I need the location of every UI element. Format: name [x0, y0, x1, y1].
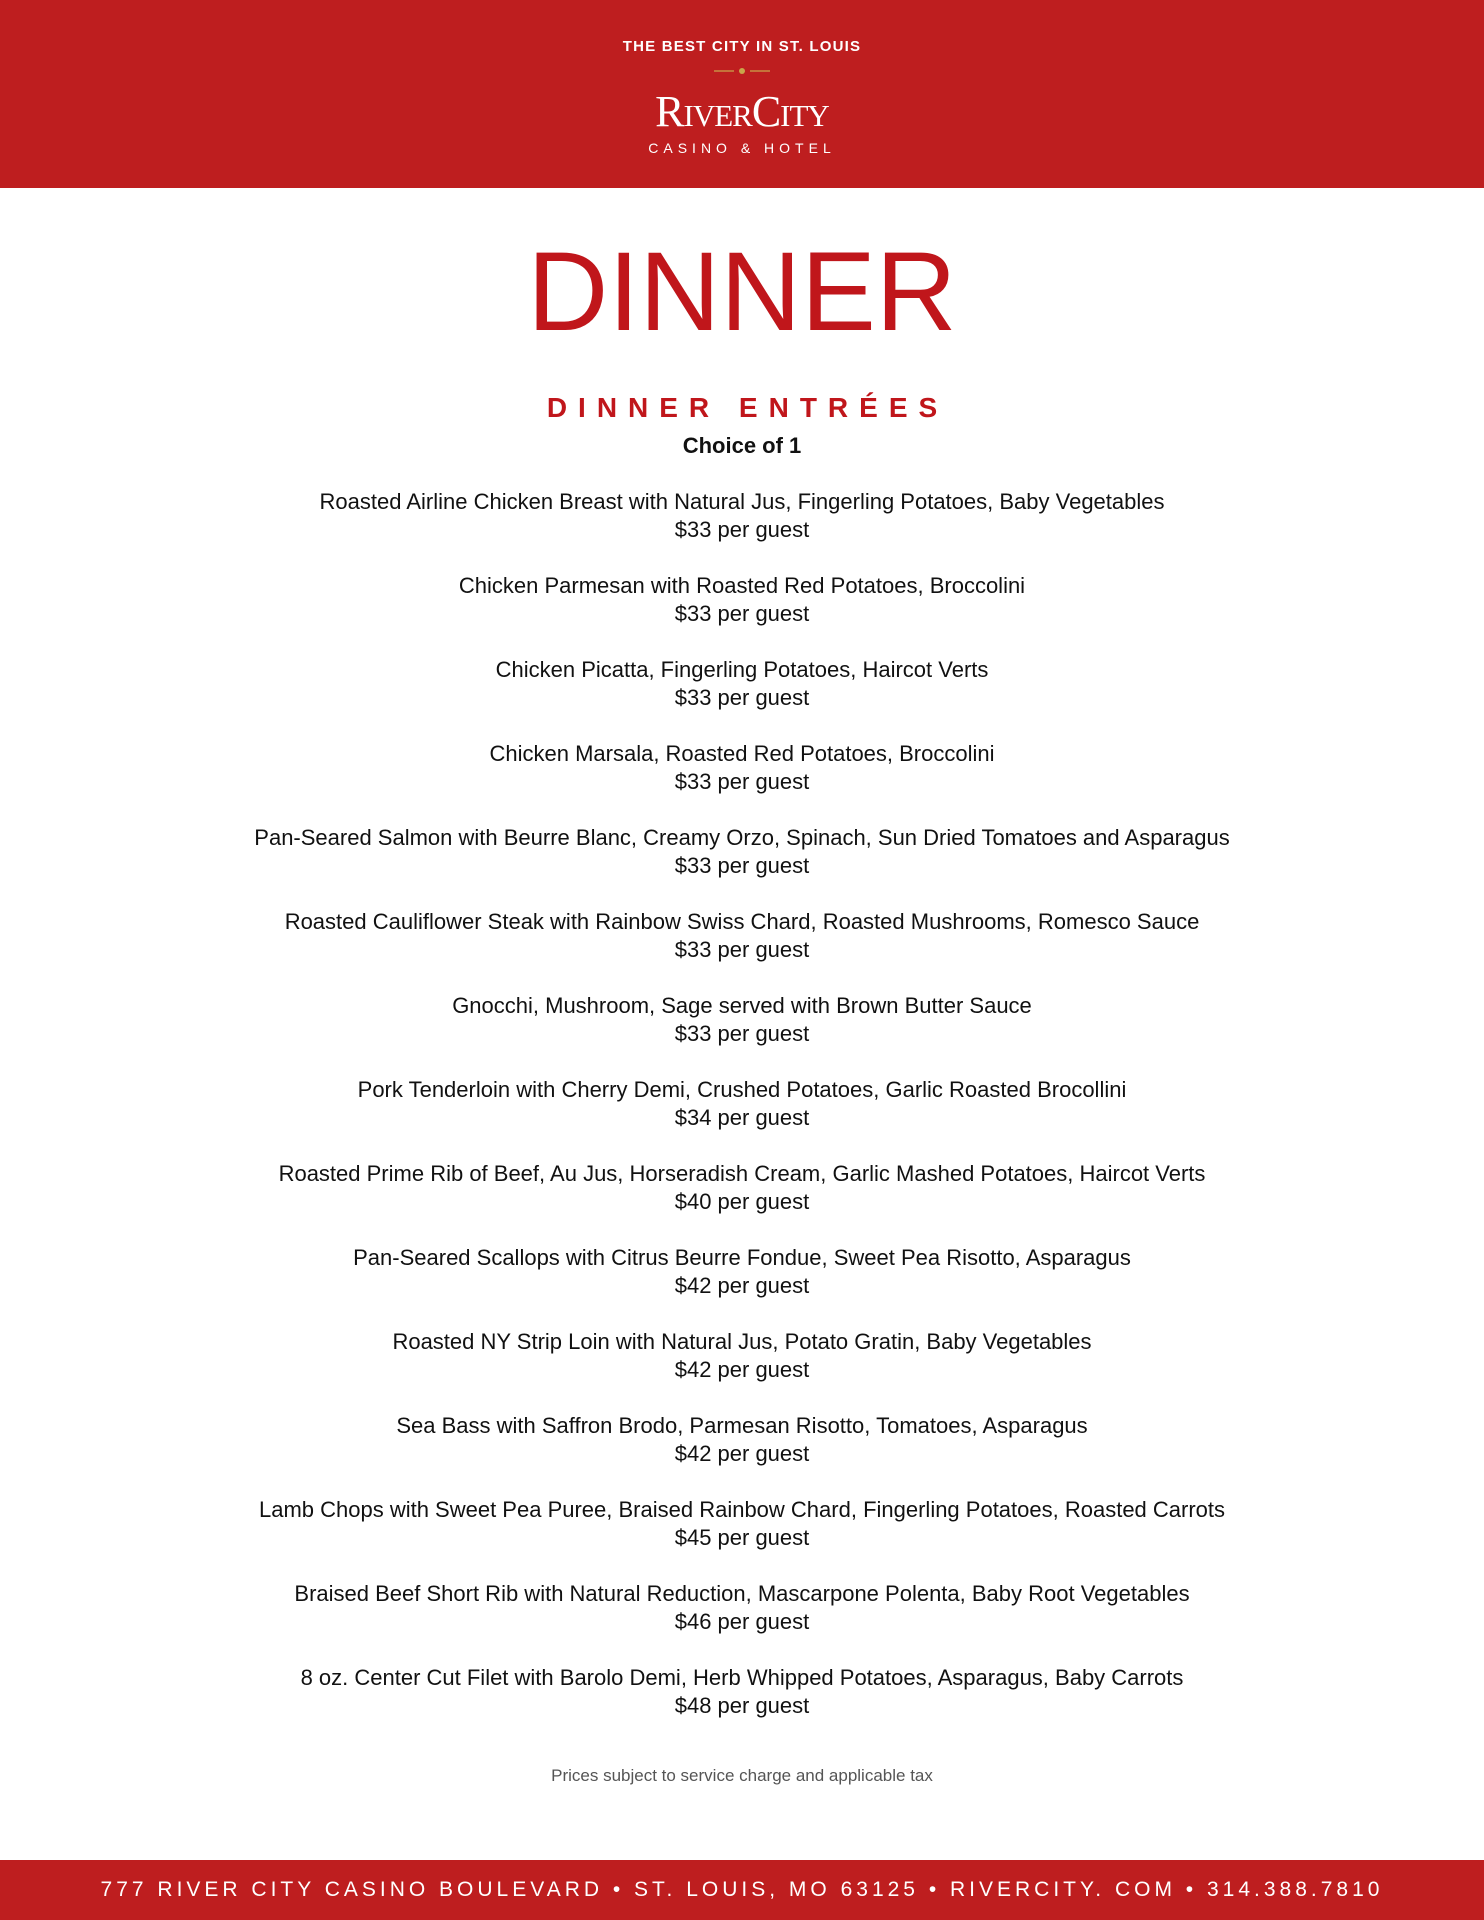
menu-item — [0, 1664, 1484, 1748]
menu-item — [0, 1076, 1484, 1160]
footer-address: 777 RIVER CITY CASINO BOULEVARD • ST. LOUIS, MO 63125 • RIVERCITY. COM • 314.388.7810 — [100, 1878, 1384, 1901]
menu-item-price: $48 per guest — [674, 1693, 810, 1718]
menu-item-price: $42 per guest — [674, 1441, 810, 1466]
menu-item-price: $45 per guest — [674, 1525, 810, 1550]
menu-item-name: Roasted Cauliflower Steak with Rainbow Swiss Chard, Roasted Mushrooms, Romesco Sauce — [284, 909, 1200, 934]
section-subheading: Choice of 1 — [682, 433, 802, 458]
section-heading: DINNER ENTRÉES — [546, 392, 949, 423]
menu-item-price: $33 per guest — [674, 1021, 810, 1046]
menu-item-name: Gnocchi, Mushroom, Sage served with Brown Butter Sauce — [452, 993, 1032, 1018]
menu-item-price: $33 per guest — [674, 685, 810, 710]
menu-item-name: Sea Bass with Saffron Brodo, Parmesan Risotto, Tomatoes, Asparagus — [396, 1413, 1088, 1438]
logo-subtitle: CASINO & HOTEL — [648, 140, 836, 156]
menu-item — [0, 908, 1484, 992]
menu-item-name: Chicken Parmesan with Roasted Red Potatoes, Broccolini — [458, 573, 1026, 598]
menu-item-name: Braised Beef Short Rib with Natural Reduction, Mascarpone Polenta, Baby Root Vegetables — [294, 1581, 1190, 1606]
header-banner — [0, 0, 1484, 188]
menu-item-price: $33 per guest — [674, 769, 810, 794]
menu-item-price: $42 per guest — [674, 1273, 810, 1298]
menu-item-name: Pan-Seared Salmon with Beurre Blanc, Creamy Orzo, Spinach, Sun Dried Tomatoes and Asparagus — [254, 825, 1230, 850]
pricing-note: Prices subject to service charge and applicable tax — [551, 1766, 933, 1785]
menu-list — [0, 488, 1484, 1748]
menu-item-price: $40 per guest — [674, 1189, 810, 1214]
menu-item — [0, 656, 1484, 740]
menu-item — [0, 992, 1484, 1076]
menu-item-price: $33 per guest — [674, 937, 810, 962]
menu-item — [0, 1244, 1484, 1328]
menu-item-name: Roasted NY Strip Loin with Natural Jus, Potato Gratin, Baby Vegetables — [392, 1329, 1092, 1354]
menu-item — [0, 1412, 1484, 1496]
menu-item-name: Lamb Chops with Sweet Pea Puree, Braised Rainbow Chard, Fingerling Potatoes, Roasted Carrots — [258, 1497, 1226, 1522]
footer-banner — [0, 1860, 1484, 1920]
menu-item — [0, 1580, 1484, 1664]
menu-item-price: $42 per guest — [674, 1357, 810, 1382]
menu-item — [0, 1160, 1484, 1244]
menu-item-price: $46 per guest — [674, 1609, 810, 1634]
logo-wordmark: RiverCity — [655, 87, 829, 136]
page-title: DINNER — [527, 229, 957, 354]
menu-item-name: 8 oz. Center Cut Filet with Barolo Demi, Herb Whipped Potatoes, Asparagus, Baby Carrots — [300, 1665, 1184, 1690]
menu-item — [0, 740, 1484, 824]
menu-item — [0, 488, 1484, 572]
menu-item — [0, 572, 1484, 656]
menu-item-name: Roasted Prime Rib of Beef, Au Jus, Horseradish Cream, Garlic Mashed Potatoes, Haircot Verts — [278, 1161, 1206, 1186]
tagline: THE BEST CITY IN ST. LOUIS — [622, 38, 862, 55]
menu-item — [0, 1328, 1484, 1412]
menu-item-name: Chicken Picatta, Fingerling Potatoes, Haircot Verts — [495, 657, 989, 682]
menu-item-name: Chicken Marsala, Roasted Red Potatoes, Broccolini — [489, 741, 995, 766]
menu-item-price: $34 per guest — [674, 1105, 810, 1130]
menu-item-price: $33 per guest — [674, 517, 810, 542]
menu-item-price: $33 per guest — [674, 853, 810, 878]
menu-item-name: Roasted Airline Chicken Breast with Natural Jus, Fingerling Potatoes, Baby Vegetables — [319, 489, 1165, 514]
menu-item-name: Pork Tenderloin with Cherry Demi, Crushed Potatoes, Garlic Roasted Brocollini — [357, 1077, 1127, 1102]
menu-item — [0, 1496, 1484, 1580]
ornament-icon — [712, 66, 772, 76]
menu-item — [0, 824, 1484, 908]
menu-item-price: $33 per guest — [674, 601, 810, 626]
menu-item-name: Pan-Seared Scallops with Citrus Beurre Fondue, Sweet Pea Risotto, Asparagus — [353, 1245, 1131, 1270]
